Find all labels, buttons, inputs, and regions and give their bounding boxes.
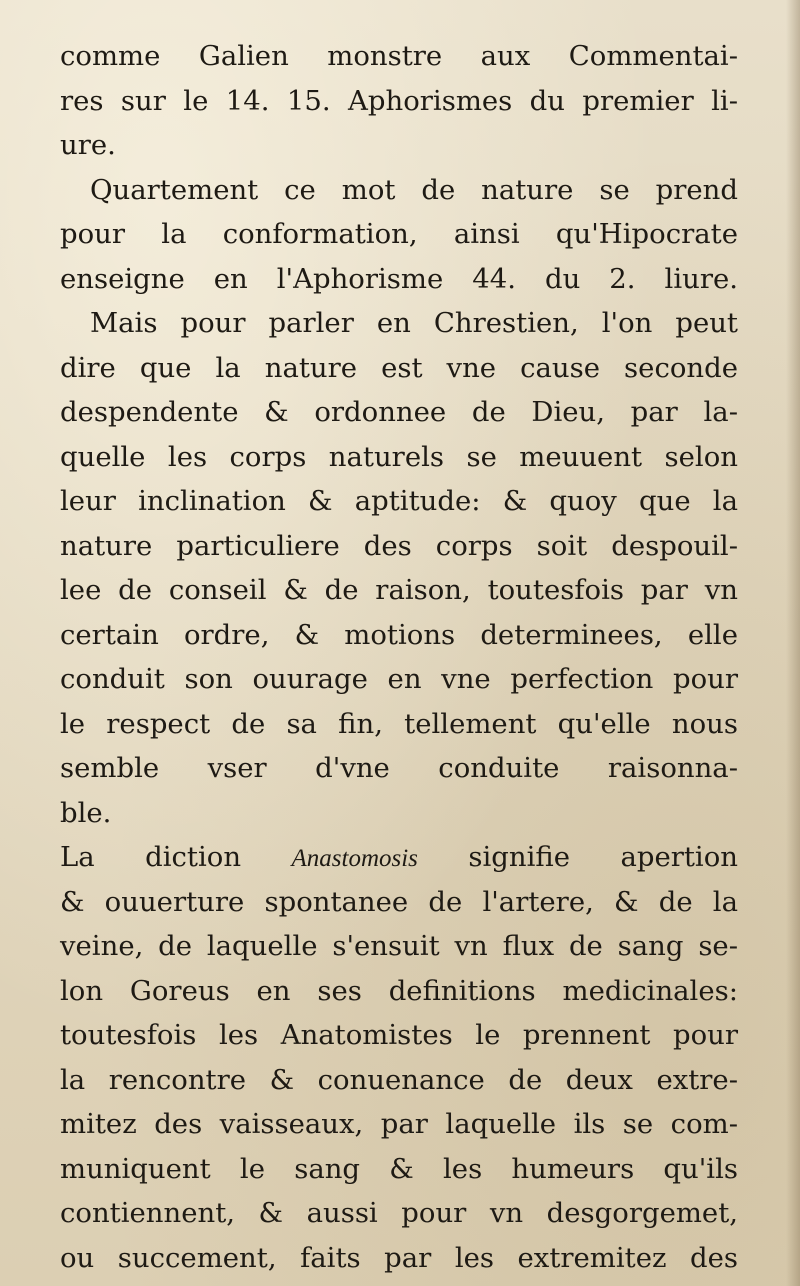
text-line: Mais pour parler en Chrestien, l'on peut [90,307,738,339]
text-line: pour la conformation, ainsi qu'Hipocrate [60,218,738,250]
page-edge-shadow [786,0,800,1286]
text-line: semble vser d'vne conduite raisonna- [60,752,738,784]
text-line: enseigne en l'Aphorisme 44. du 2. liure. [60,262,738,295]
text-line: la rencontre & conuenance de deux extre- [60,1063,738,1096]
text-line: ble. [60,796,112,829]
text-line: leur inclination & aptitude: & quoy que la [60,485,738,517]
text-line: comme Galien monstre aux Commentai- [60,40,738,72]
text-line: muniquent le sang & les humeurs qu'ils [60,1152,738,1185]
text-line: res sur le 14. 15. Aphorismes du premier li- [60,84,738,117]
text-line: contiennent, & aussi pour vn desgorgemet, [60,1197,738,1229]
italic-term: Anastomosis [291,845,418,872]
text-line: ure. [60,129,116,161]
text-line: veine, de laquelle s'ensuit vn flux de sang se- [60,930,738,962]
text-line: despendente & ordonnee de Dieu, par la- [60,396,738,428]
body-text [60,34,738,1280]
text-line: le respect de sa fin, tellement qu'elle nous [60,707,738,740]
text-line: certain ordre, & motions determinees, elle [60,618,738,651]
text-line: dire que la nature est vne cause seconde [60,351,738,384]
text-line: lon Goreus en ses definitions medicinales: [60,974,738,1007]
line-rest: signifie apertion [417,841,738,873]
text-line: quelle les corps naturels se meuuent selon [60,440,738,473]
text-line: toutesfois les Anatomistes le prennent pour [60,1019,738,1051]
text-line-with-term [60,835,738,880]
text-line: ou succement, faits par les extremitez des [60,1241,738,1274]
line-lead: La diction [60,841,292,873]
text-line: lee de conseil & de raison, toutesfois par vn [60,574,738,606]
text-line: nature particuliere des corps soit despouil- [60,529,738,562]
text-line: & ouuerture spontanee de l'artere, & de la [60,885,738,918]
text-line: Quartement ce mot de nature se prend [90,173,738,206]
text-line: conduit son ouurage en vne perfection pour [60,663,738,695]
text-line: mitez des vaisseaux, par laquelle ils se com- [60,1108,738,1140]
